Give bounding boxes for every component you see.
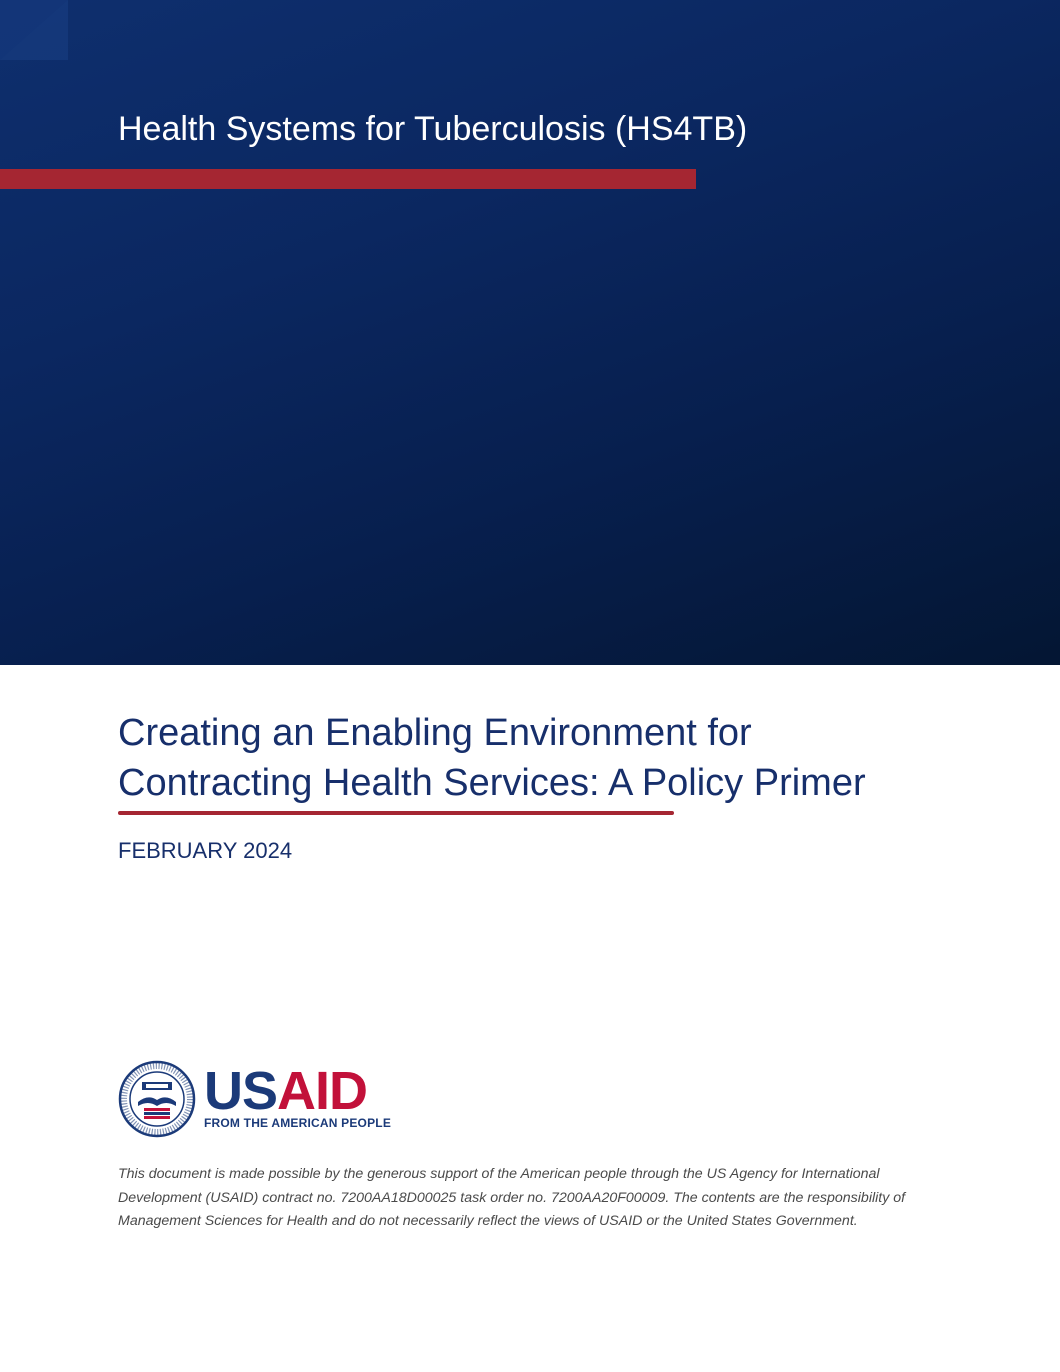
usaid-tagline: FROM THE AMERICAN PEOPLE bbox=[204, 1116, 392, 1130]
usaid-seal-icon bbox=[118, 1060, 196, 1138]
usaid-wordmark bbox=[204, 1061, 368, 1121]
publication-date: FEBRUARY 2024 bbox=[118, 838, 293, 863]
usaid-wordmark-aid: AID bbox=[277, 1061, 368, 1121]
program-name: Health Systems for Tuberculosis (HS4TB) bbox=[118, 110, 748, 148]
usaid-logo bbox=[118, 1060, 392, 1140]
title-underline bbox=[118, 811, 674, 815]
usaid-wordmark-us: US bbox=[204, 1061, 278, 1121]
document-title bbox=[118, 708, 1018, 808]
funding-disclaimer: This document is made possible by the generous support of the American people through the US Agency for International Development (USAID) contract no. 7200AA18D00025 task order no. 7200AA20F00009. The contents are the responsibility of Management Sciences for Health and do not necessarily reflect the views of USAID or the United States Government. bbox=[118, 1166, 906, 1229]
document-title-line-1: Creating an Enabling Environment for bbox=[118, 712, 752, 754]
corner-triangle-decoration bbox=[0, 0, 68, 60]
document-title-line-2: Contracting Health Services: A Policy Primer bbox=[118, 762, 866, 804]
red-accent-bar bbox=[0, 169, 696, 189]
cover-banner bbox=[0, 0, 1060, 665]
